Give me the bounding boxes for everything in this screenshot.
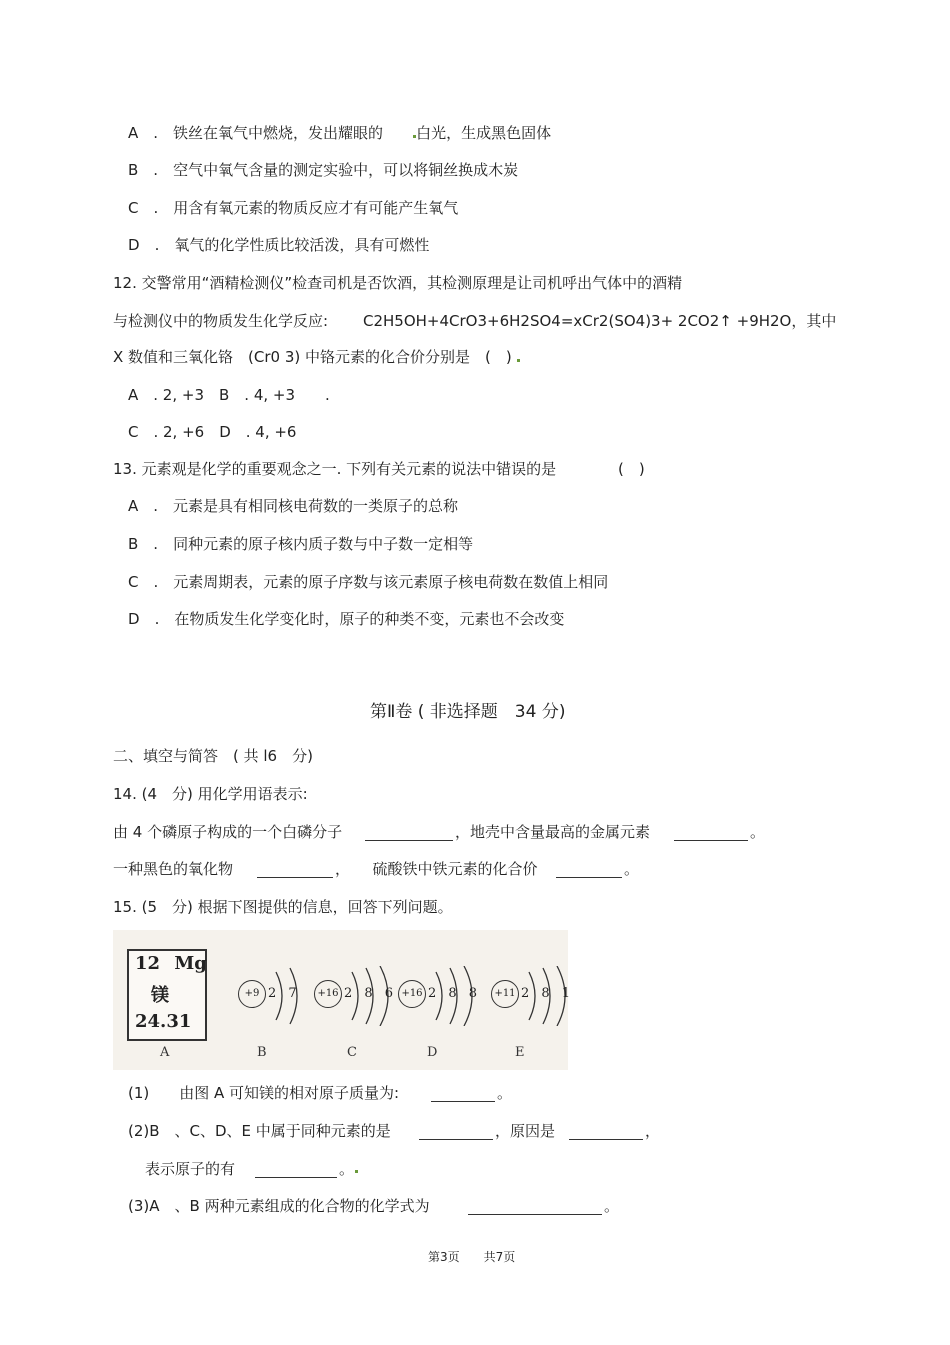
option-text: 铁丝在氧气中燃烧，发出耀眼的 bbox=[173, 124, 384, 142]
option-letter: A bbox=[128, 124, 139, 142]
q14-part-d: ， 硫酸铁中铁元素的化合价 bbox=[335, 860, 538, 878]
shell-electrons: 2 8 1 bbox=[521, 986, 575, 1001]
option-letter: C bbox=[128, 199, 139, 217]
answer-blank[interactable] bbox=[674, 824, 748, 841]
q15-sub2-mid: ，原因是 bbox=[495, 1122, 556, 1140]
q15-sub2-text: (2)B 、C、D、E 中属于同种元素的是 bbox=[128, 1122, 391, 1140]
answer-blank[interactable] bbox=[569, 1123, 643, 1140]
element-symbol: Mg bbox=[174, 953, 207, 974]
option-text-cont: 白光，生成黑色固体 bbox=[416, 124, 552, 142]
q15-sub2 bbox=[128, 1121, 661, 1141]
q15-sub2-line2 bbox=[145, 1159, 355, 1179]
q15-sub3-text: (3)A 、B 两种元素组成的化合物的化学式为 bbox=[128, 1197, 430, 1215]
answer-blank[interactable] bbox=[257, 861, 333, 878]
q13-option-d: D . 在物质发生化学变化时，原子的种类不变，元素也不会改变 bbox=[128, 610, 565, 628]
answer-paren: ( ) bbox=[618, 460, 645, 478]
option-text: 元素是具有相同核电荷数的一类原子的总称 bbox=[173, 497, 459, 515]
answer-blank[interactable] bbox=[431, 1085, 495, 1102]
option-letter: D bbox=[128, 236, 140, 254]
q15-sub1 bbox=[128, 1083, 513, 1103]
q13-stem-text: 13. 元素观是化学的重要观念之一. 下列有关元素的说法中错误的是 bbox=[113, 460, 557, 478]
shell-electrons: 2 8 6 bbox=[344, 986, 398, 1001]
q12-question: X 数值和三氧化铬 (Cr0 3) 中铬元素的化合价分别是 ( ) bbox=[113, 348, 512, 366]
page-footer: 第3页 共7页 bbox=[428, 1250, 516, 1264]
periodic-table-cell bbox=[127, 949, 207, 1041]
shell-electrons: 2 8 8 bbox=[428, 986, 482, 1001]
q12-line3 bbox=[113, 347, 520, 367]
q14-part-b: ，地壳中含量最高的金属元素 bbox=[455, 823, 651, 841]
stray-dot bbox=[517, 359, 520, 362]
option-letter: B bbox=[128, 161, 139, 179]
nucleus: +11 bbox=[491, 980, 519, 1008]
q11-option-a: A . 铁丝在氧气中燃烧，发出耀眼的 白光，生成黑色固体 bbox=[128, 124, 552, 142]
q13-stem bbox=[113, 459, 645, 479]
atomic-number: 12 bbox=[135, 953, 161, 974]
q12-equation: C2H5OH+4CrO3+6H2SO4=xCr2(SO4)3+ 2CO2↑ +9H2O，其中 bbox=[363, 312, 837, 330]
atomic-structure-figure bbox=[113, 930, 575, 1070]
q14-part-a: 由 4 个磷原子构成的一个白磷分子 bbox=[113, 823, 343, 841]
q15-sub2-line2-text: 表示原子的有 bbox=[145, 1160, 236, 1178]
option-letter: A bbox=[128, 497, 139, 515]
nucleus: +16 bbox=[398, 980, 426, 1008]
answer-blank[interactable] bbox=[419, 1123, 493, 1140]
q13-option-a: A . 元素是具有相同核电荷数的一类原子的总称 bbox=[128, 497, 459, 515]
option-letter: D bbox=[128, 610, 140, 628]
atom-diagram-e bbox=[491, 966, 581, 1026]
atom-diagram-c bbox=[314, 966, 404, 1026]
q15-sub3 bbox=[128, 1196, 620, 1216]
atomic-mass: 24.31 bbox=[135, 1011, 192, 1032]
figure-label-b: B bbox=[257, 1045, 267, 1060]
q12-line2 bbox=[113, 311, 837, 331]
answer-blank[interactable] bbox=[556, 861, 622, 878]
answer-blank[interactable] bbox=[255, 1161, 337, 1178]
q12-prefix: 与检测仪中的物质发生化学反应: bbox=[113, 312, 329, 330]
option-text: 在物质发生化学变化时，原子的种类不变，元素也不会改变 bbox=[174, 610, 565, 628]
q15-stem: 15. (5 分) 根据下图提供的信息，回答下列问题。 bbox=[113, 898, 453, 916]
atom-diagram-d bbox=[398, 966, 488, 1026]
answer-blank[interactable] bbox=[365, 824, 453, 841]
q14-line2 bbox=[113, 859, 640, 879]
q14-part-c: 一种黑色的氧化物 bbox=[113, 860, 234, 878]
q15-period: 。 bbox=[604, 1197, 620, 1215]
q12-options-cd: C . 2, +6 D . 4, +6 bbox=[128, 423, 297, 441]
option-text: 同种元素的原子核内质子数与中子数一定相等 bbox=[173, 535, 474, 553]
option-text: 氧气的化学性质比较活泼，具有可燃性 bbox=[174, 236, 430, 254]
nucleus: +9 bbox=[238, 980, 266, 1008]
q15-period: 。 bbox=[497, 1084, 513, 1102]
part2-title: 第Ⅱ卷 ( 非选择题 34 分) bbox=[370, 702, 566, 722]
q15-period: 。 bbox=[339, 1160, 355, 1178]
q14-stem: 14. (4 分) 用化学用语表示: bbox=[113, 785, 308, 803]
q14-period: 。 bbox=[624, 860, 640, 878]
figure-label-e: E bbox=[515, 1045, 525, 1060]
option-letter: C bbox=[128, 573, 139, 591]
q12-options-ab: A . 2, +3 B . 4, +3 . bbox=[128, 386, 330, 404]
q11-option-c: C . 用含有氧元素的物质反应才有可能产生氧气 bbox=[128, 199, 459, 217]
option-letter: B bbox=[128, 535, 139, 553]
option-text: 元素周期表，元素的原子序数与该元素原子核电荷数在数值上相同 bbox=[173, 573, 609, 591]
element-name: 镁 bbox=[151, 985, 169, 1006]
q14-period: 。 bbox=[750, 823, 766, 841]
q15-sub1-text: (1) 由图 A 可知镁的相对原子质量为: bbox=[128, 1084, 400, 1102]
figure-label-a: A bbox=[160, 1045, 170, 1060]
figure-label-d: D bbox=[427, 1045, 438, 1060]
q11-option-d: D . 氧气的化学性质比较活泼，具有可燃性 bbox=[128, 236, 430, 254]
stray-dot bbox=[355, 1170, 358, 1173]
q11-option-b: B . 空气中氧气含量的测定实验中，可以将铜丝换成木炭 bbox=[128, 161, 519, 179]
section2-heading: 二、填空与简答 ( 共 l6 分) bbox=[113, 747, 313, 765]
figure-label-c: C bbox=[347, 1045, 357, 1060]
q12-stem: 12. 交警常用“酒精检测仪”检查司机是否饮酒，其检测原理是让司机呼出气体中的酒精 bbox=[113, 274, 683, 292]
q15-comma: ， bbox=[645, 1122, 661, 1140]
shell-electrons: 2 7 bbox=[268, 986, 301, 1001]
q14-line1 bbox=[113, 822, 766, 842]
answer-blank[interactable] bbox=[468, 1198, 602, 1215]
q13-option-c: C . 元素周期表，元素的原子序数与该元素原子核电荷数在数值上相同 bbox=[128, 573, 609, 591]
option-text: 空气中氧气含量的测定实验中，可以将铜丝换成木炭 bbox=[173, 161, 519, 179]
option-text: 用含有氧元素的物质反应才有可能产生氧气 bbox=[173, 199, 459, 217]
q13-option-b: B . 同种元素的原子核内质子数与中子数一定相等 bbox=[128, 535, 474, 553]
nucleus: +16 bbox=[314, 980, 342, 1008]
mg-number-symbol bbox=[135, 953, 207, 974]
